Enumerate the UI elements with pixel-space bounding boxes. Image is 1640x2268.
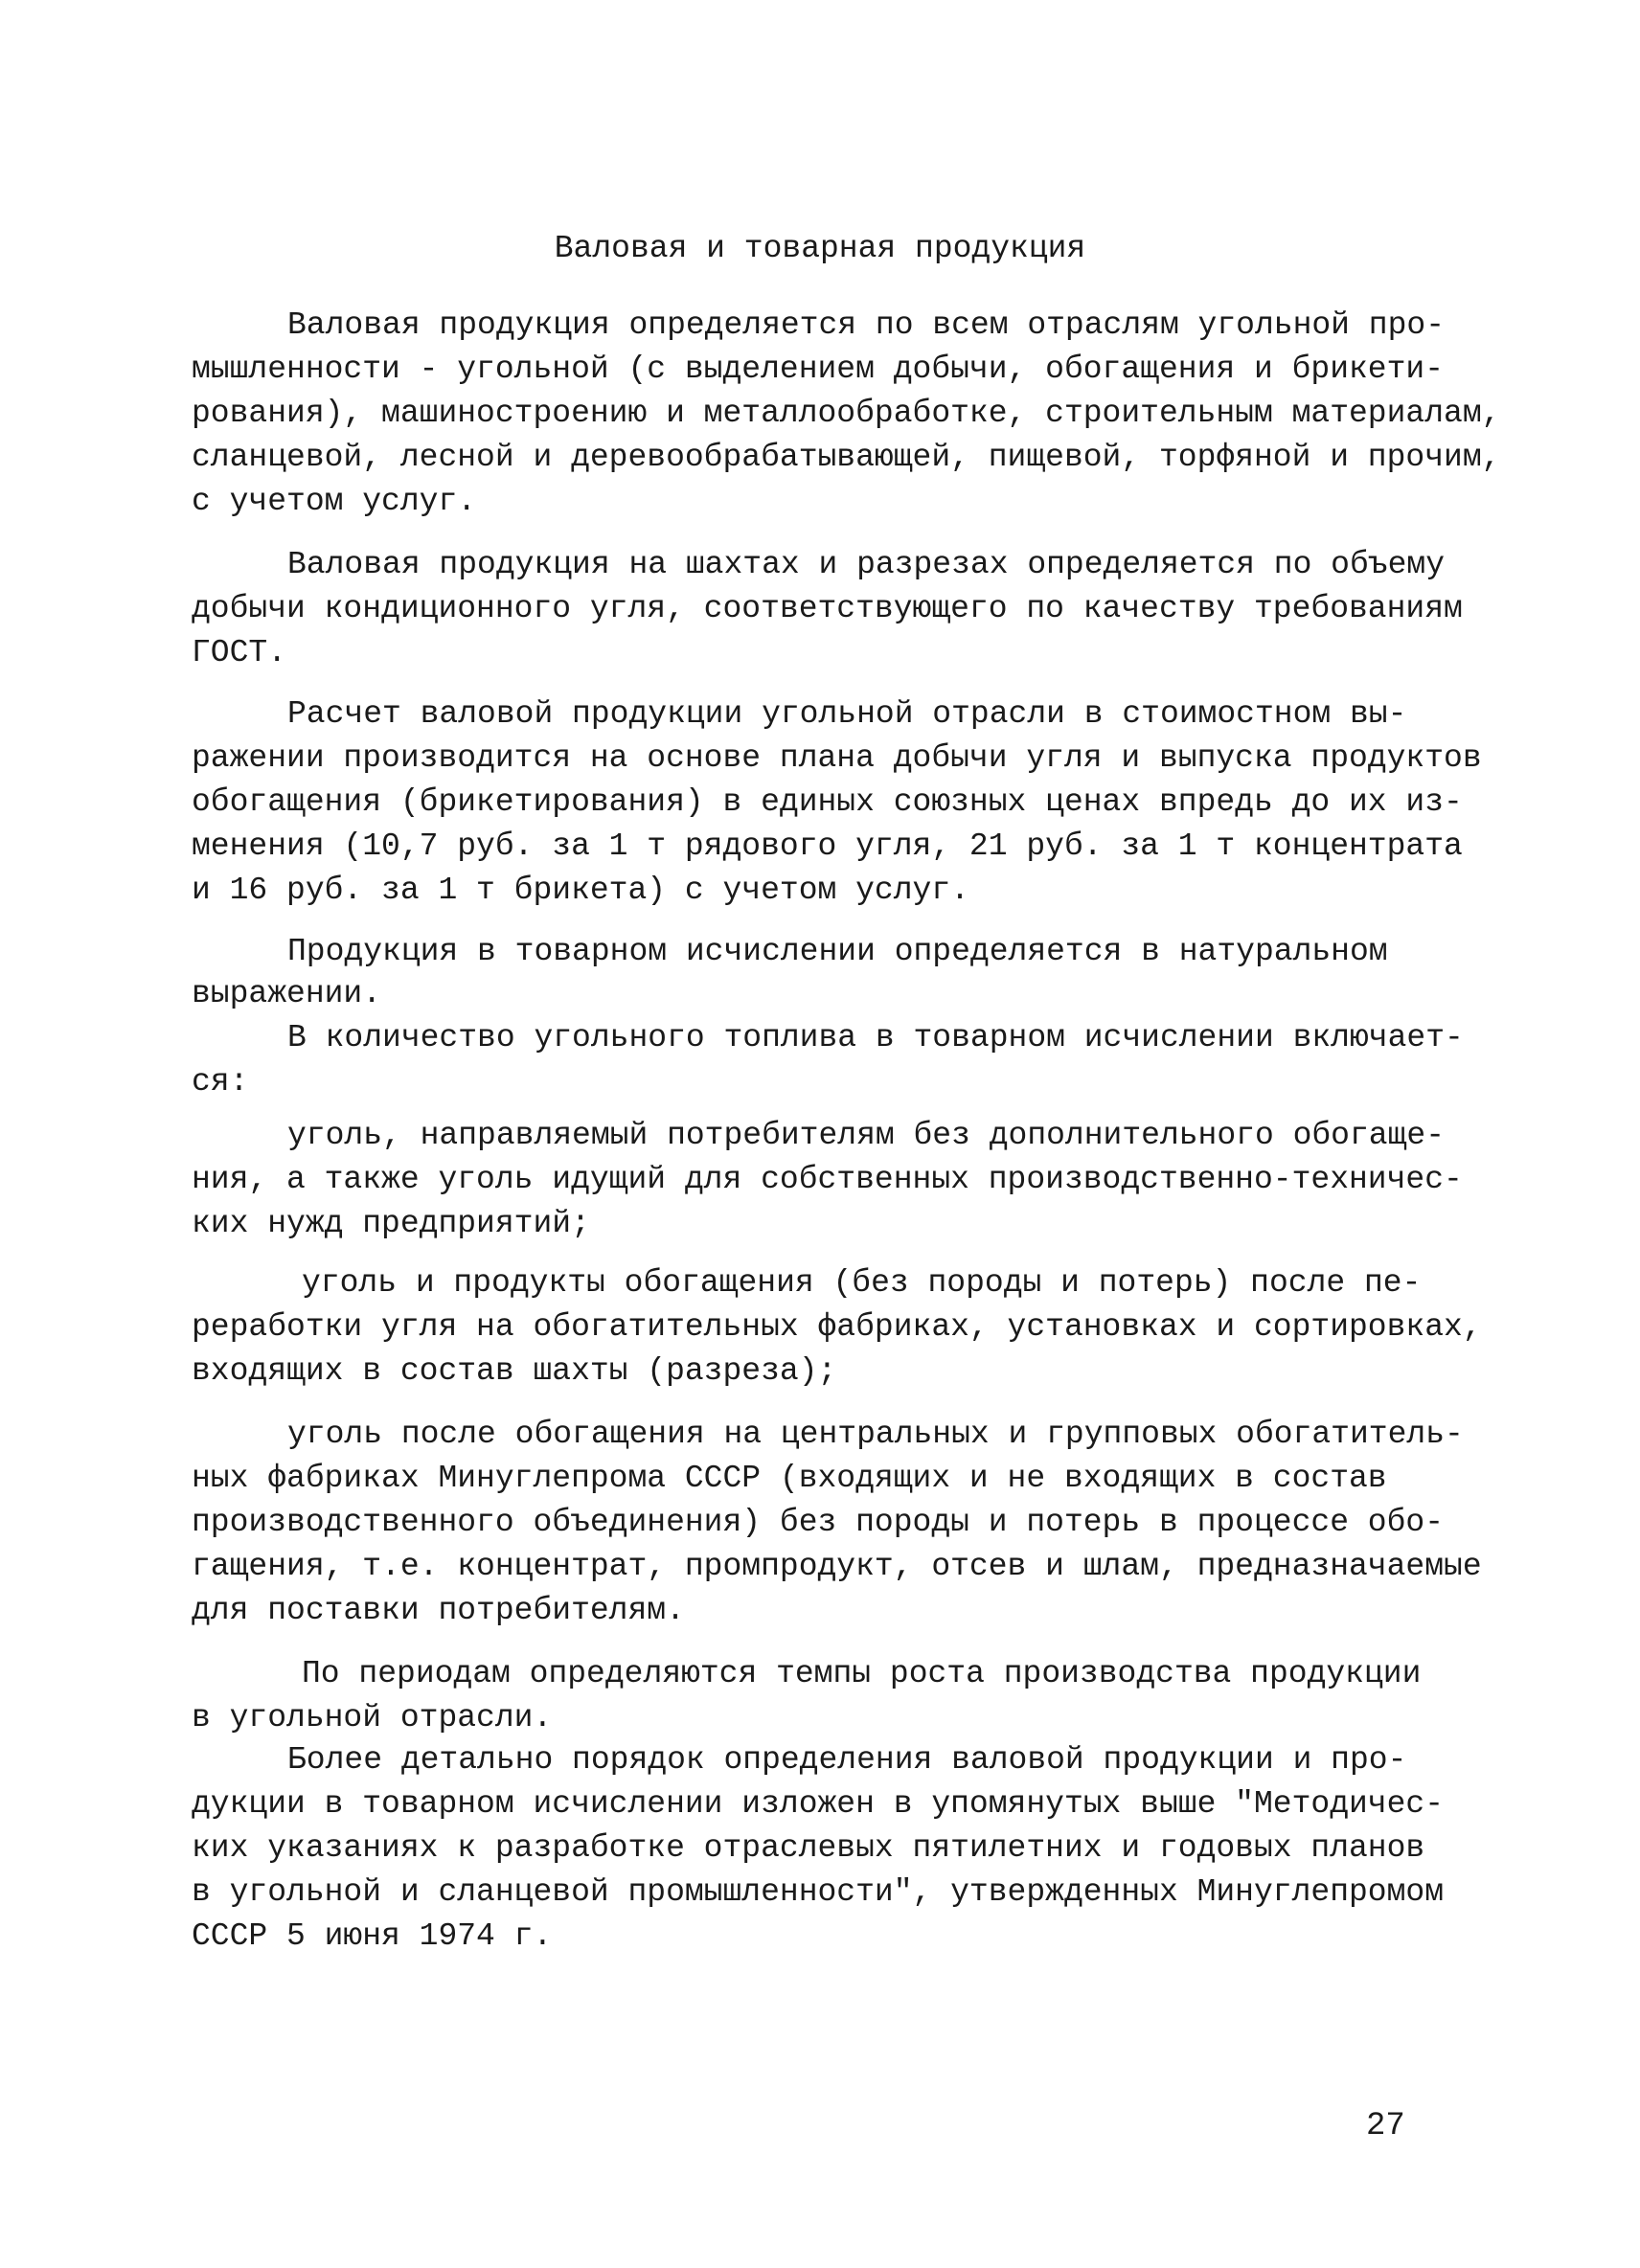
text-line: Валовая продукция определяется по всем отраслям угольной про- <box>287 307 1445 343</box>
text-line: ных фабриках Минуглепрома СССР (входящих и не входящих в состав <box>192 1461 1387 1496</box>
text-line: для поставки потребителям. <box>192 1593 685 1628</box>
text-line: ражении производится на основе плана добычи угля и выпуска продуктов <box>192 740 1482 776</box>
text-line: сланцевой, лесной и деревообрабатывающей, пищевой, торфяной и прочим, <box>192 440 1501 475</box>
text-line: в угольной отрасли. <box>192 1700 553 1735</box>
text-line: с учетом услуг. <box>192 484 477 519</box>
text-line: Продукция в товарном исчислении определяется в натуральном <box>287 934 1388 969</box>
text-line: Валовая продукция на шахтах и разрезах определяется по объему <box>287 547 1445 582</box>
text-line: Более детально порядок определения валовой продукции и про- <box>287 1742 1407 1778</box>
text-line: гащения, т.е. концентрат, промпродукт, отсев и шлам, предназначаемые <box>192 1549 1482 1584</box>
text-line: СССР 5 июня 1974 г. <box>192 1918 553 1954</box>
text-line: уголь, направляемый потребителям без дополнительного обогаще- <box>287 1118 1445 1153</box>
text-line: добычи кондиционного угля, соответствующего по качеству требованиям <box>192 591 1463 626</box>
text-line: входящих в состав шахты (разреза); <box>192 1353 837 1389</box>
text-line: В количество угольного топлива в товарном исчислении включает- <box>287 1020 1464 1055</box>
text-line: ких указаниях к разработке отраслевых пятилетних и годовых планов <box>192 1830 1425 1866</box>
text-line: выражении. <box>192 976 382 1011</box>
text-line: ния, а также уголь идущий для собственных производственно-техничес- <box>192 1162 1463 1197</box>
text-line: ся: <box>192 1064 249 1100</box>
text-line: Расчет валовой продукции угольной отрасли в стоимостном вы- <box>287 696 1407 732</box>
text-line: ких нужд предприятий; <box>192 1206 590 1241</box>
text-line: производственного объединения) без породы и потерь в процессе обо- <box>192 1505 1445 1540</box>
page-title: Валовая и товарная продукция <box>554 231 1086 266</box>
text-line: мышленности - угольной (с выделением добычи, обогащения и брикети- <box>192 352 1445 387</box>
text-line: реработки угля на обогатительных фабриках, установках и сортировках, <box>192 1309 1482 1345</box>
text-line: По периодам определяются темпы роста производства продукции <box>302 1656 1422 1691</box>
text-line: ГОСТ. <box>192 635 287 670</box>
text-line: и 16 руб. за 1 т брикета) с учетом услуг. <box>192 873 969 908</box>
text-line: в угольной и сланцевой промышленности", утвержденных Минуглепромом <box>192 1874 1445 1910</box>
text-line: рования), машиностроению и металлообработке, строительным материалам, <box>192 396 1501 431</box>
text-line: менения (10,7 руб. за 1 т рядового угля, 21 руб. за 1 т концентрата <box>192 828 1463 864</box>
text-line: обогащения (брикетирования) в единых союзных ценах впредь до их из- <box>192 784 1463 820</box>
text-line: дукции в товарном исчислении изложен в упомянутых выше "Методичес- <box>192 1786 1445 1822</box>
page-number: 27 <box>1366 2108 1405 2144</box>
text-line: уголь и продукты обогащения (без породы и потерь) после пе- <box>302 1265 1422 1301</box>
text-line: уголь после обогащения на центральных и групповых обогатитель- <box>287 1417 1464 1452</box>
